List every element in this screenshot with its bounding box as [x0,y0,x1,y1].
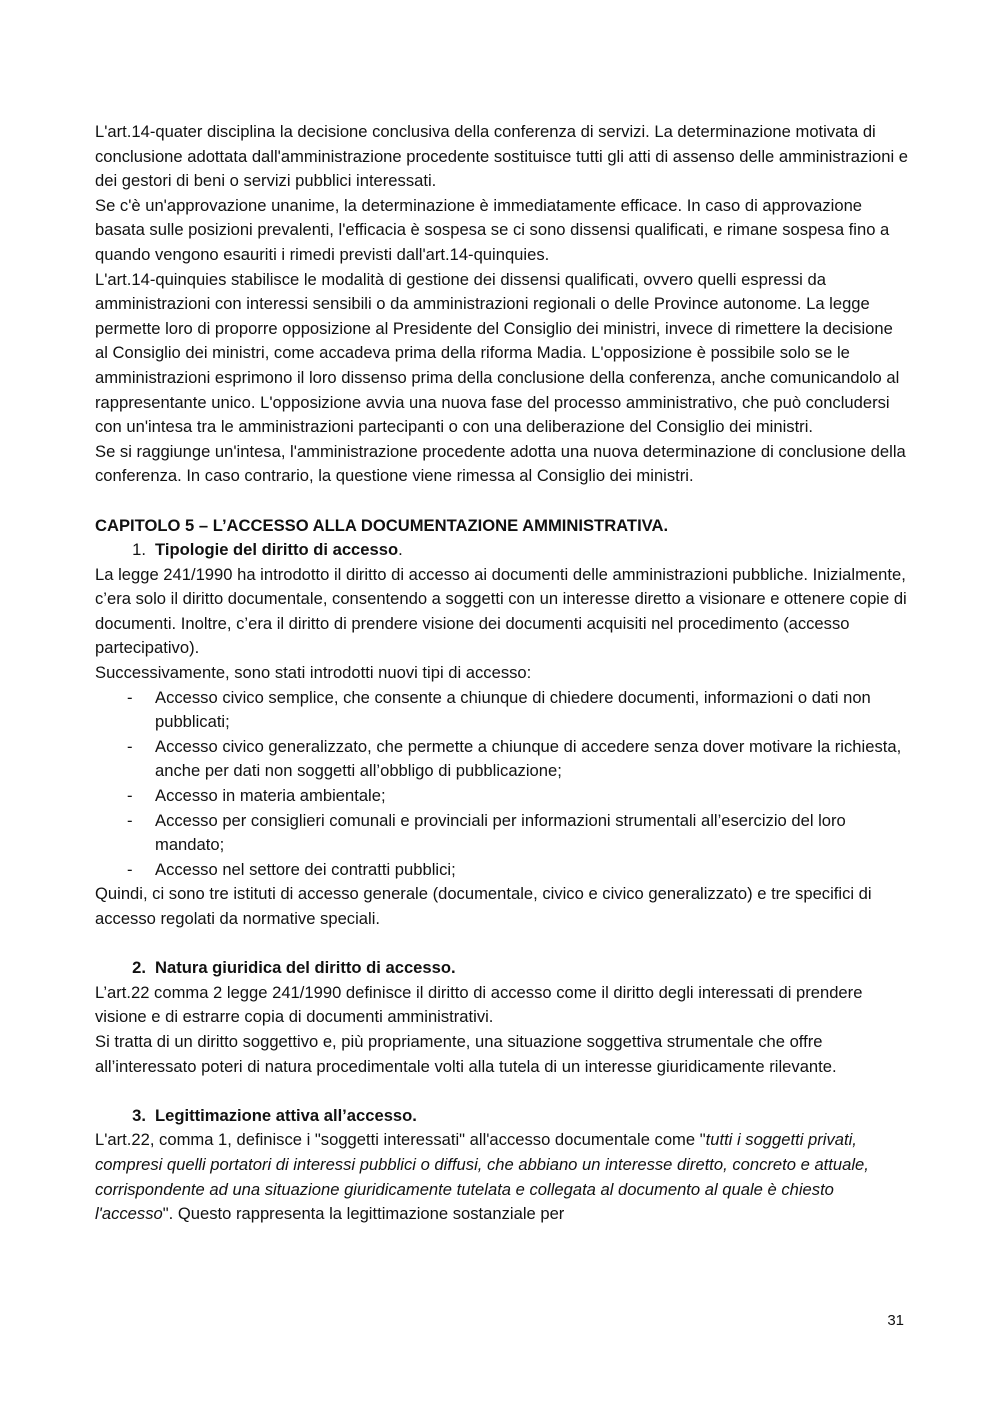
paragraph: Successivamente, sono stati introdotti nuovi tipi di accesso: [95,663,532,683]
section-title-suffix: . [398,540,403,560]
list-item [95,686,910,735]
section-title: Legittimazione attiva all’accesso. [155,1105,417,1125]
page-number: 31 [887,1312,904,1329]
section-heading-3 [95,1104,910,1129]
section-title: Natura giuridica del diritto di accesso. [155,958,456,978]
list-item [95,784,910,809]
list-item-text: Accesso civico generalizzato, che permette a chiunque di accedere senza dover motivare la richiesta, anche per dati non soggetti all’obbligo di pubblicazione; [155,736,902,781]
paragraph: Quindi, ci sono tre istituti di accesso generale (documentale, civico e civico generalizzato) e tre specifici di accesso regolati da normative speciali. [95,884,872,928]
spacer [95,489,910,514]
paragraph: L’art.22 comma 2 legge 241/1990 definisce il diritto di accesso come il diritto degli interessati di prendere visione e di estrarre copia di documenti amministrativi. [95,982,863,1027]
list-item-text: Accesso civico semplice, che consente a chiunque di chiedere documenti, informazioni o dati non pubblicati; [155,687,871,732]
document-page [95,120,910,1227]
section-heading-2 [95,956,910,981]
paragraph-text: ". Questo rappresenta la legittimazione sostanziale per [162,1204,565,1224]
list-item [95,809,910,858]
bullet-marker: - [127,786,133,806]
list-item-text: Accesso in materia ambientale; [155,786,386,806]
spacer [95,1079,910,1104]
chapter-title: CAPITOLO 5 – L’ACCESSO ALLA DOCUMENTAZIONE AMMINISTRATIVA. [95,515,669,535]
paragraph: L'art.14-quinquies stabilisce le modalità di gestione dei dissensi qualificati, ovvero quelli espressi da amministrazioni con interessi sensibili o da amministrazioni regionali o delle Province autonome. La legge permette loro di proporre opposizione al Presidente del Consiglio dei ministri, invece di rimettere la decisione al Consiglio dei ministri, come accadeva prima della riforma Madia. L'opposizione è possibile solo se le amministrazioni esprimono il loro dissenso prima della conclusione della conferenza, anche comunicandolo al rappresentante unico. L'opposizione avvia una nuova fase del processo amministrativo, che può concludersi con un'intesa tra le amministrazioni partecipanti o con una deliberazione del Consiglio dei ministri. [95,269,900,437]
paragraph-text: L'art.22, comma 1, definisce i "soggetti interessati" all'accesso documentale come " [95,1130,706,1150]
section-number: 1. [132,540,146,560]
section-heading-1 [95,538,910,563]
paragraph: Se c'è un'approvazione unanime, la determinazione è immediatamente efficace. In caso di approvazione basata sulle posizioni prevalenti, l'efficacia è sospesa se ci sono dissensi qualificati, e rimane sospesa fino a quando vengono esauriti i rimedi previsti dall'art.14-quinquies. [95,195,890,264]
spacer [95,932,910,957]
bullet-marker: - [127,687,133,707]
paragraph: La legge 241/1990 ha introdotto il diritto di accesso ai documenti delle amministrazioni pubbliche. Inizialmente, c’era solo il diritto documentale, consentendo a soggetti con un interesse diretto a visionare e ottenere copie di documenti. Inoltre, c’era il diritto di prendere visione dei documenti acquisiti nel procedimento (accesso partecipativo). [95,564,907,658]
list-item [95,735,910,784]
section-number: 3. [132,1105,146,1125]
quoted-definition: tutti i soggetti privati, compresi quelli portatori di interessi pubblici o diffusi, che abbiano un interesse diretto, concreto e attuale, corrispondente ad una situazione giuridicamente tutelata e collegata al documento al quale è chiesto l'accesso [95,1130,869,1224]
list-item [95,858,910,883]
list-item-text: Accesso per consiglieri comunali e provinciali per informazioni strumentali all’esercizio del loro mandato; [155,810,846,855]
paragraph: L'art.14-quater disciplina la decisione conclusiva della conferenza di servizi. La determinazione motivata di conclusione adottata dall'amministrazione procedente sostituisce tutti gli atti di assenso delle amministrazioni e dei gestori di beni o servizi pubblici interessati. [95,122,908,191]
section-number: 2. [132,958,146,978]
bullet-list [95,686,910,883]
paragraph [95,1128,910,1226]
paragraph: Se si raggiunge un'intesa, l'amministrazione procedente adotta una nuova determinazione di conclusione della conferenza. In caso contrario, la questione viene rimessa al Consiglio dei ministri. [95,441,906,486]
bullet-marker: - [127,736,133,756]
list-item-text: Accesso nel settore dei contratti pubblici; [155,859,456,879]
bullet-marker: - [127,810,133,830]
bullet-marker: - [127,859,133,879]
paragraph: Si tratta di un diritto soggettivo e, più propriamente, una situazione soggettiva strumentale che offre all’interessato poteri di natura procedimentale volti alla tutela di un interesse giuridicamente rilevante. [95,1031,837,1076]
section-title: Tipologie del diritto di accesso [155,540,399,560]
